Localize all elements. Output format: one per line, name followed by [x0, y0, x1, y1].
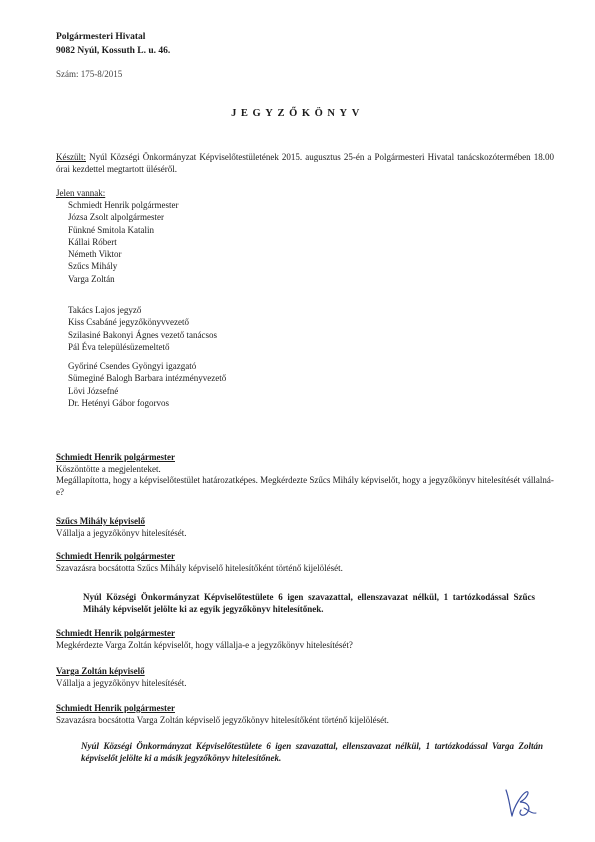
list-item: Szűcs Mihály	[68, 261, 118, 272]
entry-text: Vállalja a jegyzőkönyv hitelesítését.	[56, 527, 187, 538]
list-item: Győriné Csendes Gyöngyi igazgató	[68, 361, 197, 371]
speaker-name: Schmiedt Henrik polgármester	[56, 628, 175, 638]
list-item: Lövi Józsefné	[68, 385, 119, 396]
document-title: JEGYZŐKÖNYV	[231, 108, 364, 119]
minutes-entry	[56, 516, 556, 539]
org-address: 9082 Nyúl, Kossuth L. u. 46.	[56, 46, 171, 56]
members-list	[68, 200, 178, 286]
entry-text: Köszöntötte a megjelenteket.	[56, 463, 161, 474]
prepared-label: Készült:	[56, 152, 86, 162]
minutes-entry	[56, 666, 556, 689]
letterhead	[56, 30, 170, 58]
speaker-name: Schmiedt Henrik polgármester	[56, 551, 175, 561]
attendance-label: Jelen vannak:	[56, 188, 106, 198]
resolution-block: Nyúl Községi Önkormányzat Képviselőtestülete 6 igen szavazattal, ellenszavazat nélkül, 1 tartózkodással Szűcs Mihály képviselőt jelölte ki az egyik jegyzőkönyv hitelesítőnek.	[83, 592, 535, 614]
entry-text: Vállalja a jegyzőkönyv hitelesítését.	[56, 677, 187, 688]
list-item: Németh Viktor	[68, 249, 122, 260]
entry-text: Megkérdezte Varga Zoltán képviselőt, hogy vállalja-e a jegyzőkönyv hitelesítését?	[56, 639, 353, 650]
list-item: Takács Lajos jegyző	[68, 305, 142, 315]
list-item: Kállai Róbert	[68, 236, 117, 247]
prepared-text: Nyúl Községi Önkormányzat Képviselőtestületének 2015. augusztus 25-én a Polgármesteri Hivatal tanácskozótermében 18.00 órai kezdettel megtartott üléséről.	[56, 152, 554, 174]
resolution-block: Nyúl Községi Önkormányzat Képviselőtestülete 6 igen szavazattal, ellenszavazat nélkül, 1 tartózkodással Varga Zoltán képviselőt jelölte ki a másik jegyzőkönyv hitelesítőnek.	[81, 741, 543, 763]
entry-text: Szavazásra bocsátotta Varga Zoltán képviselő jegyzőkönyv hitelesítőként történő kijelölését.	[56, 714, 389, 725]
prepared-paragraph	[56, 152, 554, 175]
handwritten-initials	[500, 786, 540, 820]
org-name: Polgármesteri Hivatal	[56, 32, 146, 42]
list-item: Varga Zoltán	[68, 273, 115, 284]
entry-text: Megállapította, hogy a képviselőtestület határozatképes. Megkérdezte Szűcs Mihály képviselőt, hogy a jegyzőkönyv hitelesítését vállalná-e?	[56, 475, 554, 497]
speaker-name: Schmiedt Henrik polgármester	[56, 452, 175, 462]
minutes-entry	[56, 452, 556, 498]
list-item: Szilasiné Bakonyi Ágnes vezető tanácsos	[68, 329, 217, 340]
list-item: Pál Éva településüzemeltető	[68, 341, 170, 352]
speaker-name: Schmiedt Henrik polgármester	[56, 703, 175, 713]
guests-list	[68, 361, 226, 410]
list-item: Dr. Hetényi Gábor fogorvos	[68, 397, 169, 408]
list-item: Schmiedt Henrik polgármester	[68, 200, 179, 210]
reference-number: Szám: 175-8/2015	[56, 69, 123, 79]
staff-list	[68, 305, 217, 354]
entry-text: Szavazásra bocsátotta Szűcs Mihály képviselő hitelesítőként történő kijelölését.	[56, 562, 343, 573]
list-item: Józsa Zsolt alpolgármester	[68, 212, 164, 223]
list-item: Kiss Csabáné jegyzőkönyvvezető	[68, 317, 189, 328]
speaker-name: Szűcs Mihály képviselő	[56, 516, 146, 526]
list-item: Sümeginé Balogh Barbara intézményvezető	[68, 373, 227, 384]
list-item: Fünkné Smitola Katalin	[68, 224, 154, 235]
minutes-entry	[56, 703, 556, 726]
speaker-name: Varga Zoltán képviselő	[56, 666, 145, 676]
minutes-entry	[56, 551, 556, 574]
minutes-entry	[56, 628, 556, 651]
